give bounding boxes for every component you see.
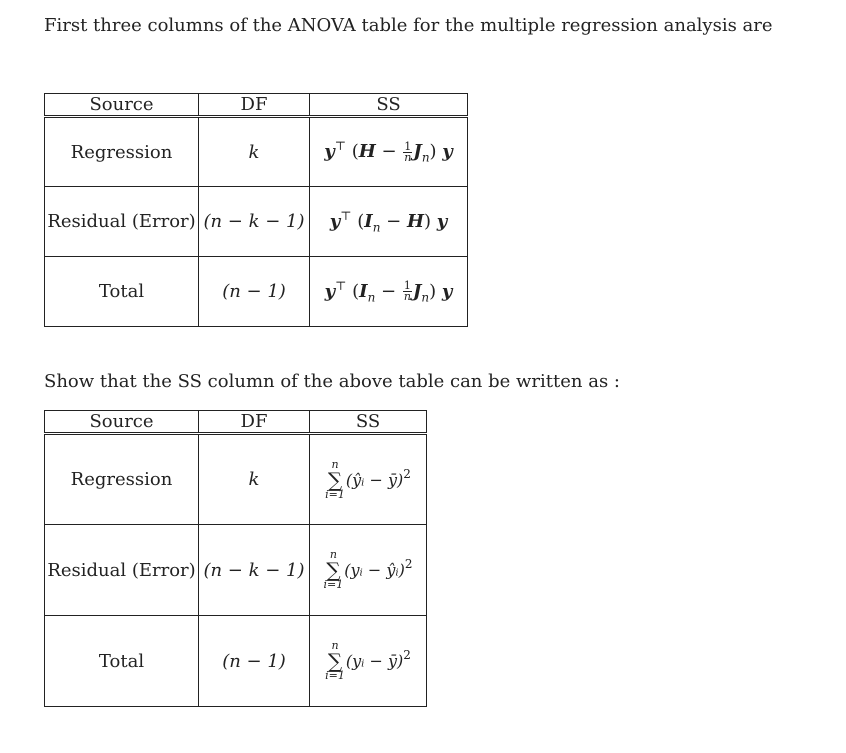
ss-cell: n ∑ i=1 (yᵢ − ŷᵢ)$^2$ [310, 525, 427, 616]
header-df: DF [199, 411, 310, 434]
df-cell: (n − k − 1) [199, 525, 310, 616]
table-row [45, 434, 427, 525]
table-row [45, 525, 427, 616]
header-ss: SS [310, 94, 468, 117]
df-cell: (n − 1) [199, 616, 310, 707]
df-cell: k [199, 434, 310, 525]
anova-table-sums [44, 410, 427, 707]
question-text: Show that the SS column of the above table can be written as : [44, 371, 620, 392]
source-cell: Residual (Error) [45, 187, 199, 257]
source-cell: Total [45, 257, 199, 327]
table-row [45, 257, 468, 327]
ss-cell: y⊤ $(I_n - H)$ y [310, 187, 468, 257]
df-cell: k [199, 117, 310, 187]
source-cell: Regression [45, 434, 199, 525]
ss-cell: n ∑ i=1 (yᵢ − ȳ)$^2$ [310, 616, 427, 707]
anova-table-matrix [44, 93, 468, 327]
source-cell: Regression [45, 117, 199, 187]
header-source: Source [45, 411, 199, 434]
ss-cell: n ∑ i=1 (ŷᵢ − ȳ)$^2$ [310, 434, 427, 525]
df-cell: (n − 1) [199, 257, 310, 327]
header-ss: SS [310, 411, 427, 434]
source-cell: Total [45, 616, 199, 707]
ss-cell: y⊤ (H − $\frac{1}{n}$ $J_n$) y [310, 117, 468, 187]
df-cell: (n − k − 1) [199, 187, 310, 257]
header-df: DF [199, 94, 310, 117]
table-row [45, 616, 427, 707]
ss-cell: y⊤ ($I_n$ − $\frac{1}{n}$ $J_n$) y [310, 257, 468, 327]
source-cell: Residual (Error) [45, 525, 199, 616]
table-row [45, 187, 468, 257]
header-source: Source [45, 94, 199, 117]
intro-text: First three columns of the ANOVA table for the multiple regression analysis are [44, 15, 773, 36]
table-row [45, 117, 468, 187]
